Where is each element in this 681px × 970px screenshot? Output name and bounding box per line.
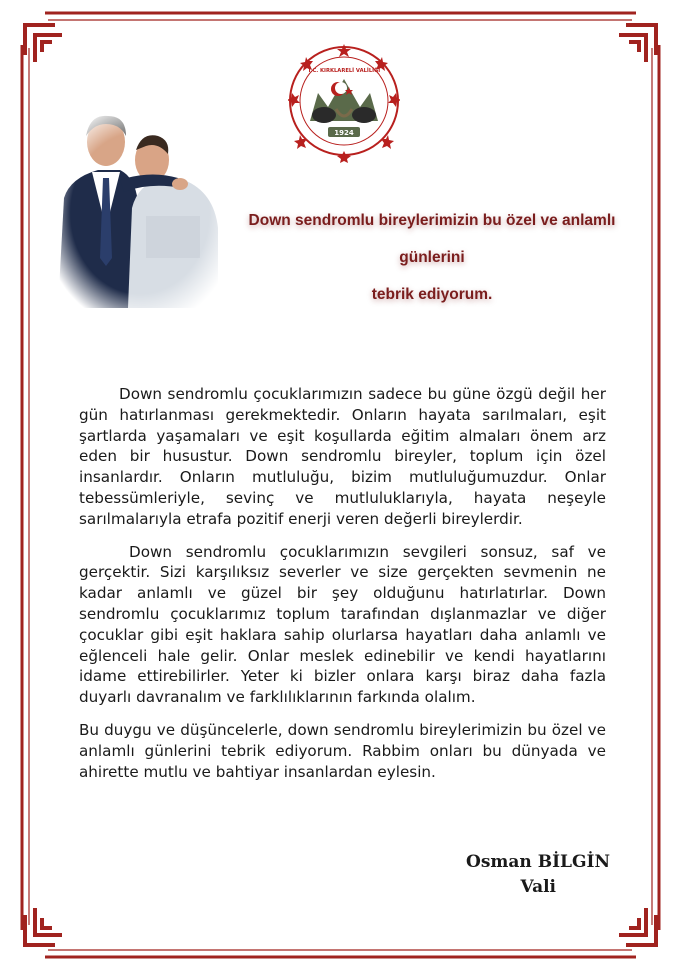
headline-line-1: Down sendromlu bireylerimizin bu özel ve anlamlı günlerini: [248, 212, 616, 266]
signature-name: Osman BİLGİN: [466, 852, 610, 872]
headline-line-2: tebrik ediyorum.: [371, 286, 493, 303]
letter-body: [79, 384, 606, 794]
signature-title: Vali: [520, 877, 556, 897]
seal-arc-text: T.C. KIRKLARELİ VALİLİĞİ: [307, 68, 381, 74]
seal-year: 1924: [334, 129, 354, 137]
governor-photo: [50, 108, 230, 318]
letter-paragraph-3: Bu duygu ve düşüncelerle, down sendromlu bireylerimizin bu özel ve anlamlı günlerini tebrik ediyorum. Rabbim onları bu dünyada ve ahirette mutlu ve bahtiyar insanlardan eylesin.: [79, 720, 606, 781]
letter-paragraph-1: Down sendromlu çocuklarımızın sadece bu güne özgü değil her gün hatırlanması gerekmektedir. Onların hayata sarılmaları, eşit şartlarda yaşamaları ve eşit koşullarda eğitim almaları önem arz eden bir husustur. Down sendromlu bireyler, toplum için özel insanlardır. Onların mutluluğu, bizim mutluluğumuzdur. Onlar tebessümleriyle, sevinç ve mutluluklarıyla, hayata neşeyle sarılmalarıyla etrafa pozitif enerji veren değerli bireylerdir.: [79, 385, 606, 528]
governorship-seal-logo: [288, 43, 400, 163]
headline: [238, 202, 626, 313]
letter-paragraph-2: Down sendromlu çocuklarımızın sevgileri sonsuz, saf ve gerçektir. Sizi karşılıksız severler ve size gerçekten sevmenin ne kadar anlamlı ve güzel bir şey olduğunu hatırlatırlar. Down sendromlu çocuklarımız toplum tarafından dışlanmazlar ve diğer çocuklar gibi eşit haklara sahip olurlarsa hayatları daha anlamlı ve eğlenceli hale gelir. Onlar meslek edinebilir ve kendi hayatlarını idame ettirebilirler. Yeter ki bizler onlara karşı biraz daha fazla duyarlı davranalım ve farklılıklarının farkında olalım.: [79, 542, 606, 707]
